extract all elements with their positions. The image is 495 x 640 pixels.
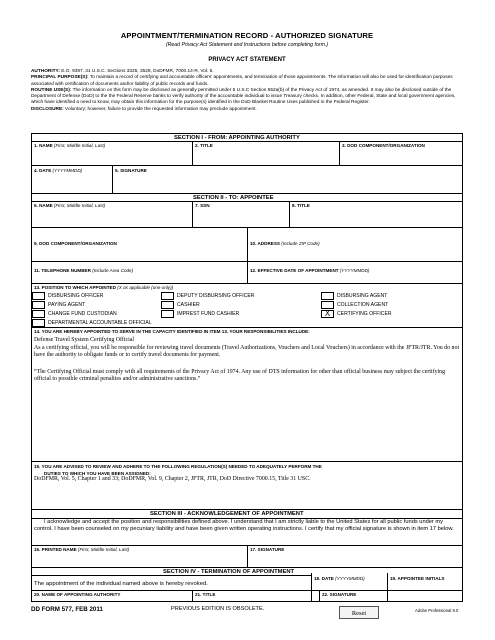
termination-title-label: 21. TITLE bbox=[195, 592, 216, 597]
termination-date-field[interactable] bbox=[312, 582, 386, 589]
imprest-fund-cashier-label: IMPREST FUND CASHIER bbox=[177, 311, 240, 317]
routine-use-text: The information on this form may be disclosed as generally permitted under 5 U.S.C Section 552a(b) of the Privacy Act of 1974, as amended. It may also be disclosed outside of the Department of Defense (DoD) to the the Federal Reserve banks to verify authority of the accountable individual to issue Treasury checks. In addition, other Federal, State and local government agencies, which have identified a need to know, may obtain this information for the purpose(s) identified in the DoD Blanket Routine Uses published in the Federal Register. bbox=[31, 87, 456, 106]
position-label: 13. POSITION TO WHICH APPOINTED (X as applicable (one only)) bbox=[34, 285, 174, 290]
deputy-disbursing-officer-label: DEPUTY DISBURSING OFFICER bbox=[177, 293, 255, 299]
regulations-label-continued: DUTIES TO WHICH YOU HAVE BEEN ASSIGNED: bbox=[44, 471, 151, 476]
section-2-heading: SECTION II - TO: APPOINTEE bbox=[193, 195, 274, 201]
appointee-component-label: 9. DOD COMPONENT/ORGANIZATION bbox=[34, 241, 117, 246]
telephone-field[interactable] bbox=[32, 274, 246, 282]
effective-date-field[interactable] bbox=[248, 274, 462, 282]
appointing-authority-name-label: 20. NAME OF APPOINTING AUTHORITY bbox=[34, 592, 121, 597]
ssn-field[interactable] bbox=[193, 209, 288, 226]
paying-agent-label: PAYING AGENT bbox=[48, 302, 86, 308]
responsibility-line-3: “The Certifying Official must comply with all requirements of the Privacy Act of 1974. Any use of DTS information for other than official business may subject the certifying official to possible criminal penalties and/or administrative sanctions.” bbox=[34, 369, 446, 383]
authority-text: E.O. 9397, 31 U.S.C. Sections 3325, 3528, DoDFMR, 7000.14-R, Vol. 5. bbox=[59, 69, 214, 74]
appointee-initials-field[interactable] bbox=[388, 582, 462, 589]
name-label: 1. NAME (First, Middle Initial, Last) bbox=[34, 143, 106, 148]
purpose-text: To maintain a record of certifying and accountable officers' appointments, and termination of those appointments. The information will also be used for identification purposes associated with certification of documents and/or liability of public records and funds. bbox=[31, 75, 453, 87]
responsibility-line-2: As a certifying official, you will be responsible for reviewing travel documents (Travel Authorizations, Vouchers and Local Vouchers) in accordance with the JFTR/JTR. You do not have the authority to obligate funds or to certify travel documents for payment. bbox=[34, 345, 460, 359]
disbursing-officer-checkbox[interactable] bbox=[32, 292, 45, 300]
disclosure-label: DISCLOSURE: bbox=[31, 106, 64, 112]
change-fund-custodian-label: CHANGE FUND CUSTODIAN bbox=[48, 311, 117, 317]
date-label: 4. DATE (YYYYMMDD) bbox=[34, 168, 83, 173]
section-3-heading: SECTION III - ACKNOWLEDGEMENT OF APPOINTMENT bbox=[150, 511, 304, 517]
dod-component-label: 3. DOD COMPONENT/ORGANIZATION bbox=[342, 143, 425, 148]
software-note: Adobe Professional 8.0 bbox=[415, 608, 459, 613]
regulations-value[interactable]: DoDFMR, Vol. 5, Chapter 1 and 33; DoDFMR, Vol. 9, Chapter 2, JFTR, JTR, DoD Directive 7000.15, Title 31 USC. bbox=[34, 476, 311, 482]
disclosure-text: Voluntary; however, failure to provide the requested information may preclude appointment. bbox=[63, 106, 257, 112]
acknowledgement-text: I acknowledge and accept the position and responsibilities defined above. I understand that I am strictly liable to the United States for all public funds under my control. I have been counseled on my pecuniary liability and have been given written operating instructions. I certify that my official signature is shown in item 17 below. bbox=[34, 519, 454, 533]
appointing-title-field[interactable] bbox=[193, 149, 338, 164]
effective-date-label: 12. EFFECTIVE DATE OF APPOINTMENT (YYYYMMDD) bbox=[250, 268, 370, 273]
appointee-name-field[interactable] bbox=[32, 209, 191, 226]
departmental-accountable-official-label: DEPARTMENTAL ACCOUNTABLE OFFICIAL bbox=[48, 320, 152, 326]
form-page bbox=[31, 31, 463, 617]
title-label: 2. TITLE bbox=[195, 143, 213, 148]
certifying-officer-label: CERTIFYING OFFICER bbox=[337, 311, 392, 317]
telephone-label: 11. TELEPHONE NUMBER (Include Area Code) bbox=[34, 268, 134, 273]
section-1-heading: SECTION I - FROM: APPOINTING AUTHORITY bbox=[174, 135, 300, 141]
responsibility-line-1: Defense Travel System Certifying Official bbox=[34, 337, 135, 343]
printed-name-label: 16. PRINTED NAME (First, Middle Initial, Last) bbox=[34, 547, 130, 552]
form-subtitle: (Read Privacy Act Statement and Instructions before completing form.) bbox=[165, 42, 329, 48]
cashier-checkbox[interactable] bbox=[161, 301, 174, 309]
privacy-act-heading: PRIVACY ACT STATEMENT bbox=[208, 57, 286, 63]
collection-agent-checkbox[interactable] bbox=[321, 301, 334, 309]
printed-name-field[interactable] bbox=[32, 553, 246, 566]
cashier-label: CASHIER bbox=[177, 302, 200, 308]
form-number: DD FORM 577, FEB 2011 bbox=[31, 606, 103, 613]
appointee-signature-label: 17. SIGNATURE bbox=[250, 547, 285, 552]
appointee-title-label: 8. TITLE bbox=[292, 203, 310, 208]
appointee-name-label: 6. NAME (First, Middle Initial, Last) bbox=[34, 203, 106, 208]
appointing-component-field[interactable] bbox=[340, 149, 462, 164]
collection-agent-label: COLLECTION AGENT bbox=[337, 302, 389, 308]
termination-signature-label: 22. SIGNATURE bbox=[322, 592, 357, 597]
regulations-label: 15. YOU ARE ADVISED TO REVIEW AND ADHERE TO THE FOLLOWING REGULATION(S) NEEDED TO ADEQUATELY PERFORM THE bbox=[34, 464, 322, 469]
appointee-component-field[interactable] bbox=[32, 247, 246, 260]
authority-label: AUTHORITY: bbox=[31, 69, 60, 74]
address-field[interactable] bbox=[248, 247, 462, 260]
edition-note: PREVIOUS EDITION IS OBSOLETE. bbox=[171, 606, 265, 612]
appointee-signature-field[interactable] bbox=[248, 553, 462, 566]
routine-use-label: ROUTINE USE(S): bbox=[31, 87, 72, 93]
change-fund-custodian-checkbox[interactable] bbox=[32, 310, 45, 318]
disbursing-agent-checkbox[interactable] bbox=[321, 292, 334, 300]
paying-agent-checkbox[interactable] bbox=[32, 301, 45, 309]
reset-button[interactable]: Reset bbox=[339, 606, 379, 619]
appointee-initials-label: 19. APPOINTEE INITIALS bbox=[390, 576, 445, 581]
responsibilities-label: 14. YOU ARE HEREBY APPOINTED TO SERVE IN THE CAPACITY IDENTIFIED IN ITEM 13. YOUR RESPONSIBILITIES INCLUDE: bbox=[34, 329, 310, 334]
disbursing-agent-label: DISBURSING AGENT bbox=[337, 293, 388, 299]
termination-text: The appointment of the individual named above is hereby revoked. bbox=[34, 581, 208, 587]
termination-date-label: 18. DATE (YYYYMMDD) bbox=[314, 576, 365, 581]
appointee-title-field[interactable] bbox=[290, 209, 462, 226]
deputy-disbursing-officer-checkbox[interactable] bbox=[161, 292, 174, 300]
responsibilities-field[interactable] bbox=[32, 336, 462, 460]
certifying-officer-checkbox[interactable]: X bbox=[321, 310, 334, 318]
imprest-fund-cashier-checkbox[interactable] bbox=[161, 310, 174, 318]
departmental-accountable-official-checkbox[interactable] bbox=[32, 319, 45, 327]
disbursing-officer-label: DISBURSING OFFICER bbox=[48, 293, 104, 299]
section-4-heading: SECTION IV - TERMINATION OF APPOINTMENT bbox=[163, 569, 295, 575]
privacy-act-statement bbox=[31, 69, 463, 113]
appointing-date-field[interactable] bbox=[32, 174, 111, 192]
ssn-label: 7. SSN bbox=[195, 203, 210, 208]
appointing-name-field[interactable] bbox=[32, 149, 191, 164]
signature-label: 5. SIGNATURE bbox=[115, 168, 147, 173]
form-title: APPOINTMENT/TERMINATION RECORD - AUTHORIZED SIGNATURE bbox=[120, 31, 374, 40]
purpose-label: PRINCIPAL PURPOSE(S): bbox=[31, 75, 89, 81]
appointing-signature-field[interactable] bbox=[113, 174, 462, 192]
address-label: 10. ADDRESS (Include ZIP Code) bbox=[250, 241, 320, 246]
